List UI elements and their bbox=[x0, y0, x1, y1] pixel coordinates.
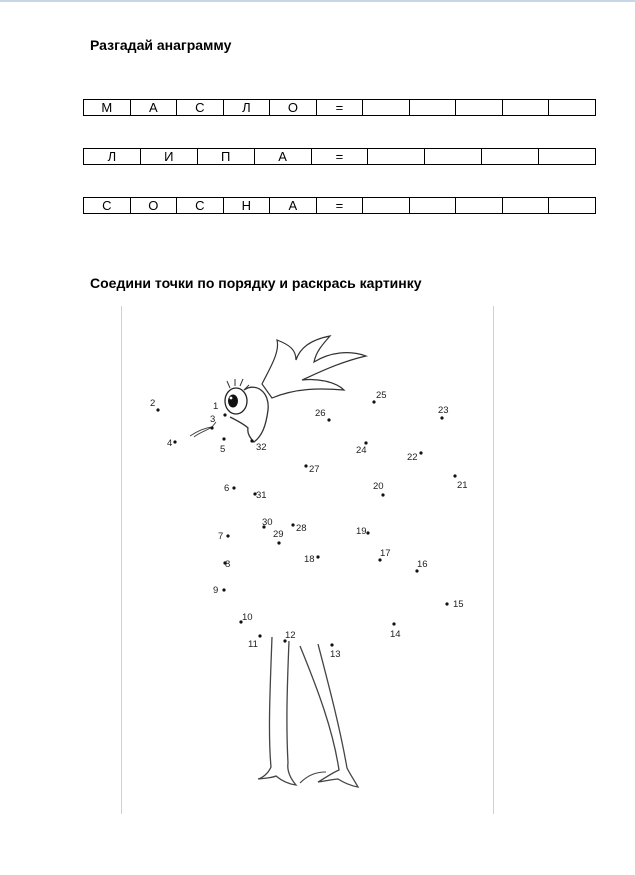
dot-to-dot-picture bbox=[121, 306, 494, 814]
dot-26 bbox=[327, 418, 330, 421]
dot-label-19: 19 bbox=[356, 526, 367, 537]
dot-label-13: 13 bbox=[330, 649, 341, 660]
dot-label-10: 10 bbox=[242, 612, 253, 623]
letter-cell: А bbox=[254, 149, 311, 165]
dot-label-6: 6 bbox=[224, 483, 230, 494]
dot-label-26: 26 bbox=[315, 408, 326, 419]
letter-cell: М bbox=[84, 100, 131, 116]
dot-label-4: 4 bbox=[167, 438, 173, 449]
dot-20 bbox=[381, 493, 384, 496]
dot-4 bbox=[173, 440, 176, 443]
letter-cell: О bbox=[270, 100, 317, 116]
dot-label-22: 22 bbox=[407, 452, 418, 463]
answer-cell[interactable] bbox=[363, 100, 410, 116]
crest-outline bbox=[262, 336, 366, 398]
dot-18 bbox=[316, 555, 319, 558]
dot-label-11: 11 bbox=[248, 639, 258, 650]
letter-cell: А bbox=[130, 100, 177, 116]
dot-3 bbox=[210, 426, 213, 429]
anagram-title: Разгадай анаграмму bbox=[90, 37, 232, 53]
dot-label-2: 2 bbox=[150, 398, 156, 409]
answer-cell[interactable] bbox=[482, 149, 539, 165]
dots-layer bbox=[150, 390, 468, 660]
dot-label-15: 15 bbox=[453, 599, 464, 610]
answer-cell[interactable] bbox=[409, 198, 456, 214]
letter-cell: А bbox=[270, 198, 317, 214]
dot-label-30: 30 bbox=[262, 517, 273, 528]
answer-cell[interactable] bbox=[456, 198, 503, 214]
dot-label-20: 20 bbox=[373, 481, 384, 492]
dot-label-27: 27 bbox=[309, 464, 320, 475]
dot-21 bbox=[453, 474, 456, 477]
leg-right bbox=[300, 644, 358, 787]
dot-label-21: 21 bbox=[457, 480, 468, 491]
dot-label-25: 25 bbox=[376, 390, 387, 401]
dot-19 bbox=[366, 531, 369, 534]
dot-13 bbox=[330, 643, 333, 646]
dot-11 bbox=[258, 634, 261, 637]
dot-15 bbox=[445, 602, 448, 605]
anagram-row-2 bbox=[83, 148, 596, 165]
dot-2 bbox=[156, 408, 159, 411]
answer-cell[interactable] bbox=[549, 100, 596, 116]
letter-cell: И bbox=[140, 149, 197, 165]
dot-label-1: 1 bbox=[213, 401, 219, 412]
dot-label-12: 12 bbox=[285, 630, 296, 641]
top-border bbox=[0, 0, 635, 2]
answer-cell[interactable] bbox=[425, 149, 482, 165]
dot-label-28: 28 bbox=[296, 523, 307, 534]
answer-cell[interactable] bbox=[539, 149, 596, 165]
dot-label-8: 8 bbox=[225, 559, 231, 570]
answer-cell[interactable] bbox=[502, 198, 549, 214]
dot-label-3: 3 bbox=[210, 414, 216, 425]
equals-cell: = bbox=[316, 100, 363, 116]
equals-cell: = bbox=[311, 149, 368, 165]
dot-28 bbox=[291, 523, 294, 526]
dot-label-18: 18 bbox=[304, 554, 315, 565]
answer-cell[interactable] bbox=[363, 198, 410, 214]
dot-label-29: 29 bbox=[273, 529, 284, 540]
answer-cell[interactable] bbox=[368, 149, 425, 165]
dot-label-23: 23 bbox=[438, 405, 449, 416]
dot-9 bbox=[222, 588, 225, 591]
dot-5 bbox=[222, 437, 225, 440]
letter-cell: О bbox=[130, 198, 177, 214]
letter-cell: С bbox=[84, 198, 131, 214]
dot-27 bbox=[304, 464, 307, 467]
letter-cell: С bbox=[177, 100, 224, 116]
leg-left bbox=[258, 637, 296, 785]
dot-label-16: 16 bbox=[417, 559, 428, 570]
dot-32 bbox=[250, 439, 253, 442]
dots-title: Соедини точки по порядку и раскрась картинку bbox=[90, 275, 422, 291]
dot-label-5: 5 bbox=[220, 444, 226, 455]
anagram-row-1 bbox=[83, 99, 596, 116]
dot-7 bbox=[226, 534, 229, 537]
answer-cell[interactable] bbox=[456, 100, 503, 116]
dot-22 bbox=[419, 451, 422, 454]
dot-label-17: 17 bbox=[380, 548, 391, 559]
dot-label-32: 32 bbox=[256, 442, 267, 453]
dot-label-14: 14 bbox=[390, 629, 401, 640]
answer-cell[interactable] bbox=[549, 198, 596, 214]
anagram-row-3 bbox=[83, 197, 596, 214]
letter-cell: Л bbox=[223, 100, 270, 116]
dot-label-31: 31 bbox=[256, 490, 267, 501]
letter-cell: Л bbox=[84, 149, 141, 165]
letter-cell: Н bbox=[223, 198, 270, 214]
dot-1 bbox=[223, 413, 226, 416]
answer-cell[interactable] bbox=[409, 100, 456, 116]
dot-23 bbox=[440, 416, 443, 419]
letter-cell: С bbox=[177, 198, 224, 214]
dot-6 bbox=[232, 486, 235, 489]
pupil-icon bbox=[228, 395, 238, 408]
letter-cell: П bbox=[197, 149, 254, 165]
equals-cell: = bbox=[316, 198, 363, 214]
dot-label-7: 7 bbox=[218, 531, 224, 542]
answer-cell[interactable] bbox=[502, 100, 549, 116]
dot-14 bbox=[392, 622, 395, 625]
dot-29 bbox=[277, 541, 280, 544]
dot-label-24: 24 bbox=[356, 445, 367, 456]
dot-label-9: 9 bbox=[213, 585, 219, 596]
